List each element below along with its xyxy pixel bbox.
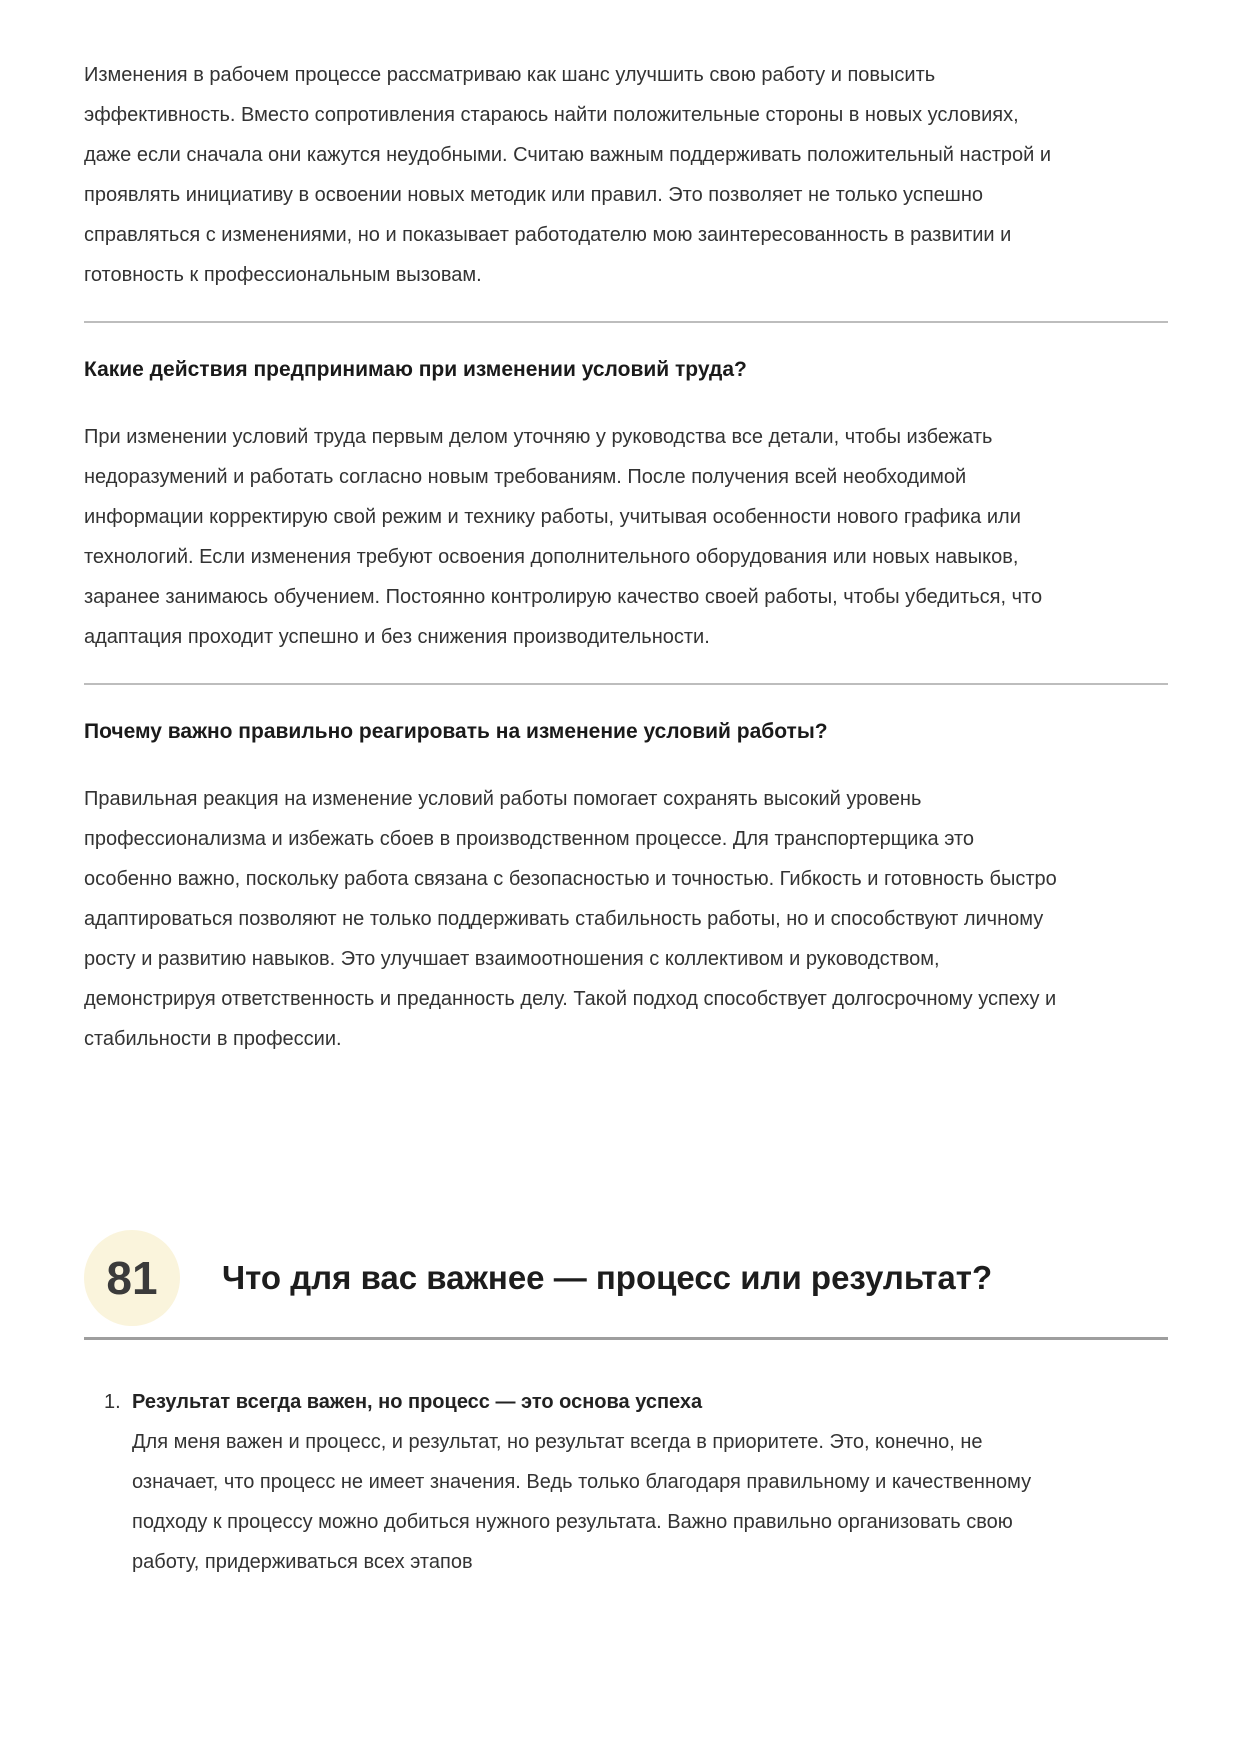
section-divider	[84, 683, 1168, 685]
question-title: Что для вас важнее — процесс или результат?	[222, 1259, 993, 1296]
section-heading-why-important: Почему важно правильно реагировать на изменение условий работы?	[84, 720, 828, 743]
intro-paragraph: Изменения в рабочем процессе рассматриваю как шанс улучшить свою работу и повысить эффективность. Вместо сопротивления стараюсь найти положительные стороны в новых условиях, даже если сначала они кажутся неудобными. Считаю важным поддерживать положительный настрой и проявлять инициативу в освоении новых методик или правил. Это позволяет не только успешно справляться с изменениями, но и показывает работодателю мою заинтересованность в развитии и готовность к профессиональным вызовам.	[84, 64, 1052, 286]
page-content	[84, 0, 1168, 1582]
list-item	[104, 1382, 1168, 1582]
question-number-badge: 81	[84, 1230, 180, 1326]
list-item-content	[132, 1382, 1064, 1582]
question-header	[84, 1230, 1168, 1326]
answer-list	[104, 1382, 1168, 1582]
section-divider	[84, 321, 1168, 323]
section-body-actions: При изменении условий труда первым делом уточняю у руководства все детали, чтобы избежать недоразумений и работать согласно новым требованиям. После получения всей необходимой информации корректирую свой режим и технику работы, учитывая особенности нового графика или технологий. Если изменения требуют освоения дополнительного оборудования или новых навыков, заранее занимаюсь обучением. Постоянно контролирую качество своей работы, чтобы убедиться, что адаптация проходит успешно и без снижения производительности.	[84, 426, 1043, 648]
list-item-body: Для меня важен и процесс, и результат, но результат всегда в приоритете. Это, конечно, не означает, что процесс не имеет значения. Ведь только благодаря правильному и качественному подходу к процессу можно добиться нужного результата. Важно правильно организовать свою работу, придерживаться всех этапов	[132, 1431, 1032, 1573]
section-body-why-important: Правильная реакция на изменение условий работы помогает сохранять высокий уровень профессионализма и избежать сбоев в производственном процессе. Для транспортерщика это особенно важно, поскольку работа связана с безопасностью и точностью. Гибкость и готовность быстро адаптироваться позволяют не только поддерживать стабильность работы, но и способствуют личному росту и развитию навыков. Это улучшает взаимоотношения с коллективом и руководством, демонстрируя ответственность и преданность делу. Такой подход способствует долгосрочному успеху и стабильности в профессии.	[84, 788, 1057, 1050]
list-item-title: Результат всегда важен, но процесс — это основа успеха	[132, 1391, 703, 1413]
section-heading-actions: Какие действия предпринимаю при изменении условий труда?	[84, 358, 747, 381]
question-divider	[84, 1337, 1168, 1340]
list-item-number: 1.	[104, 1391, 121, 1413]
